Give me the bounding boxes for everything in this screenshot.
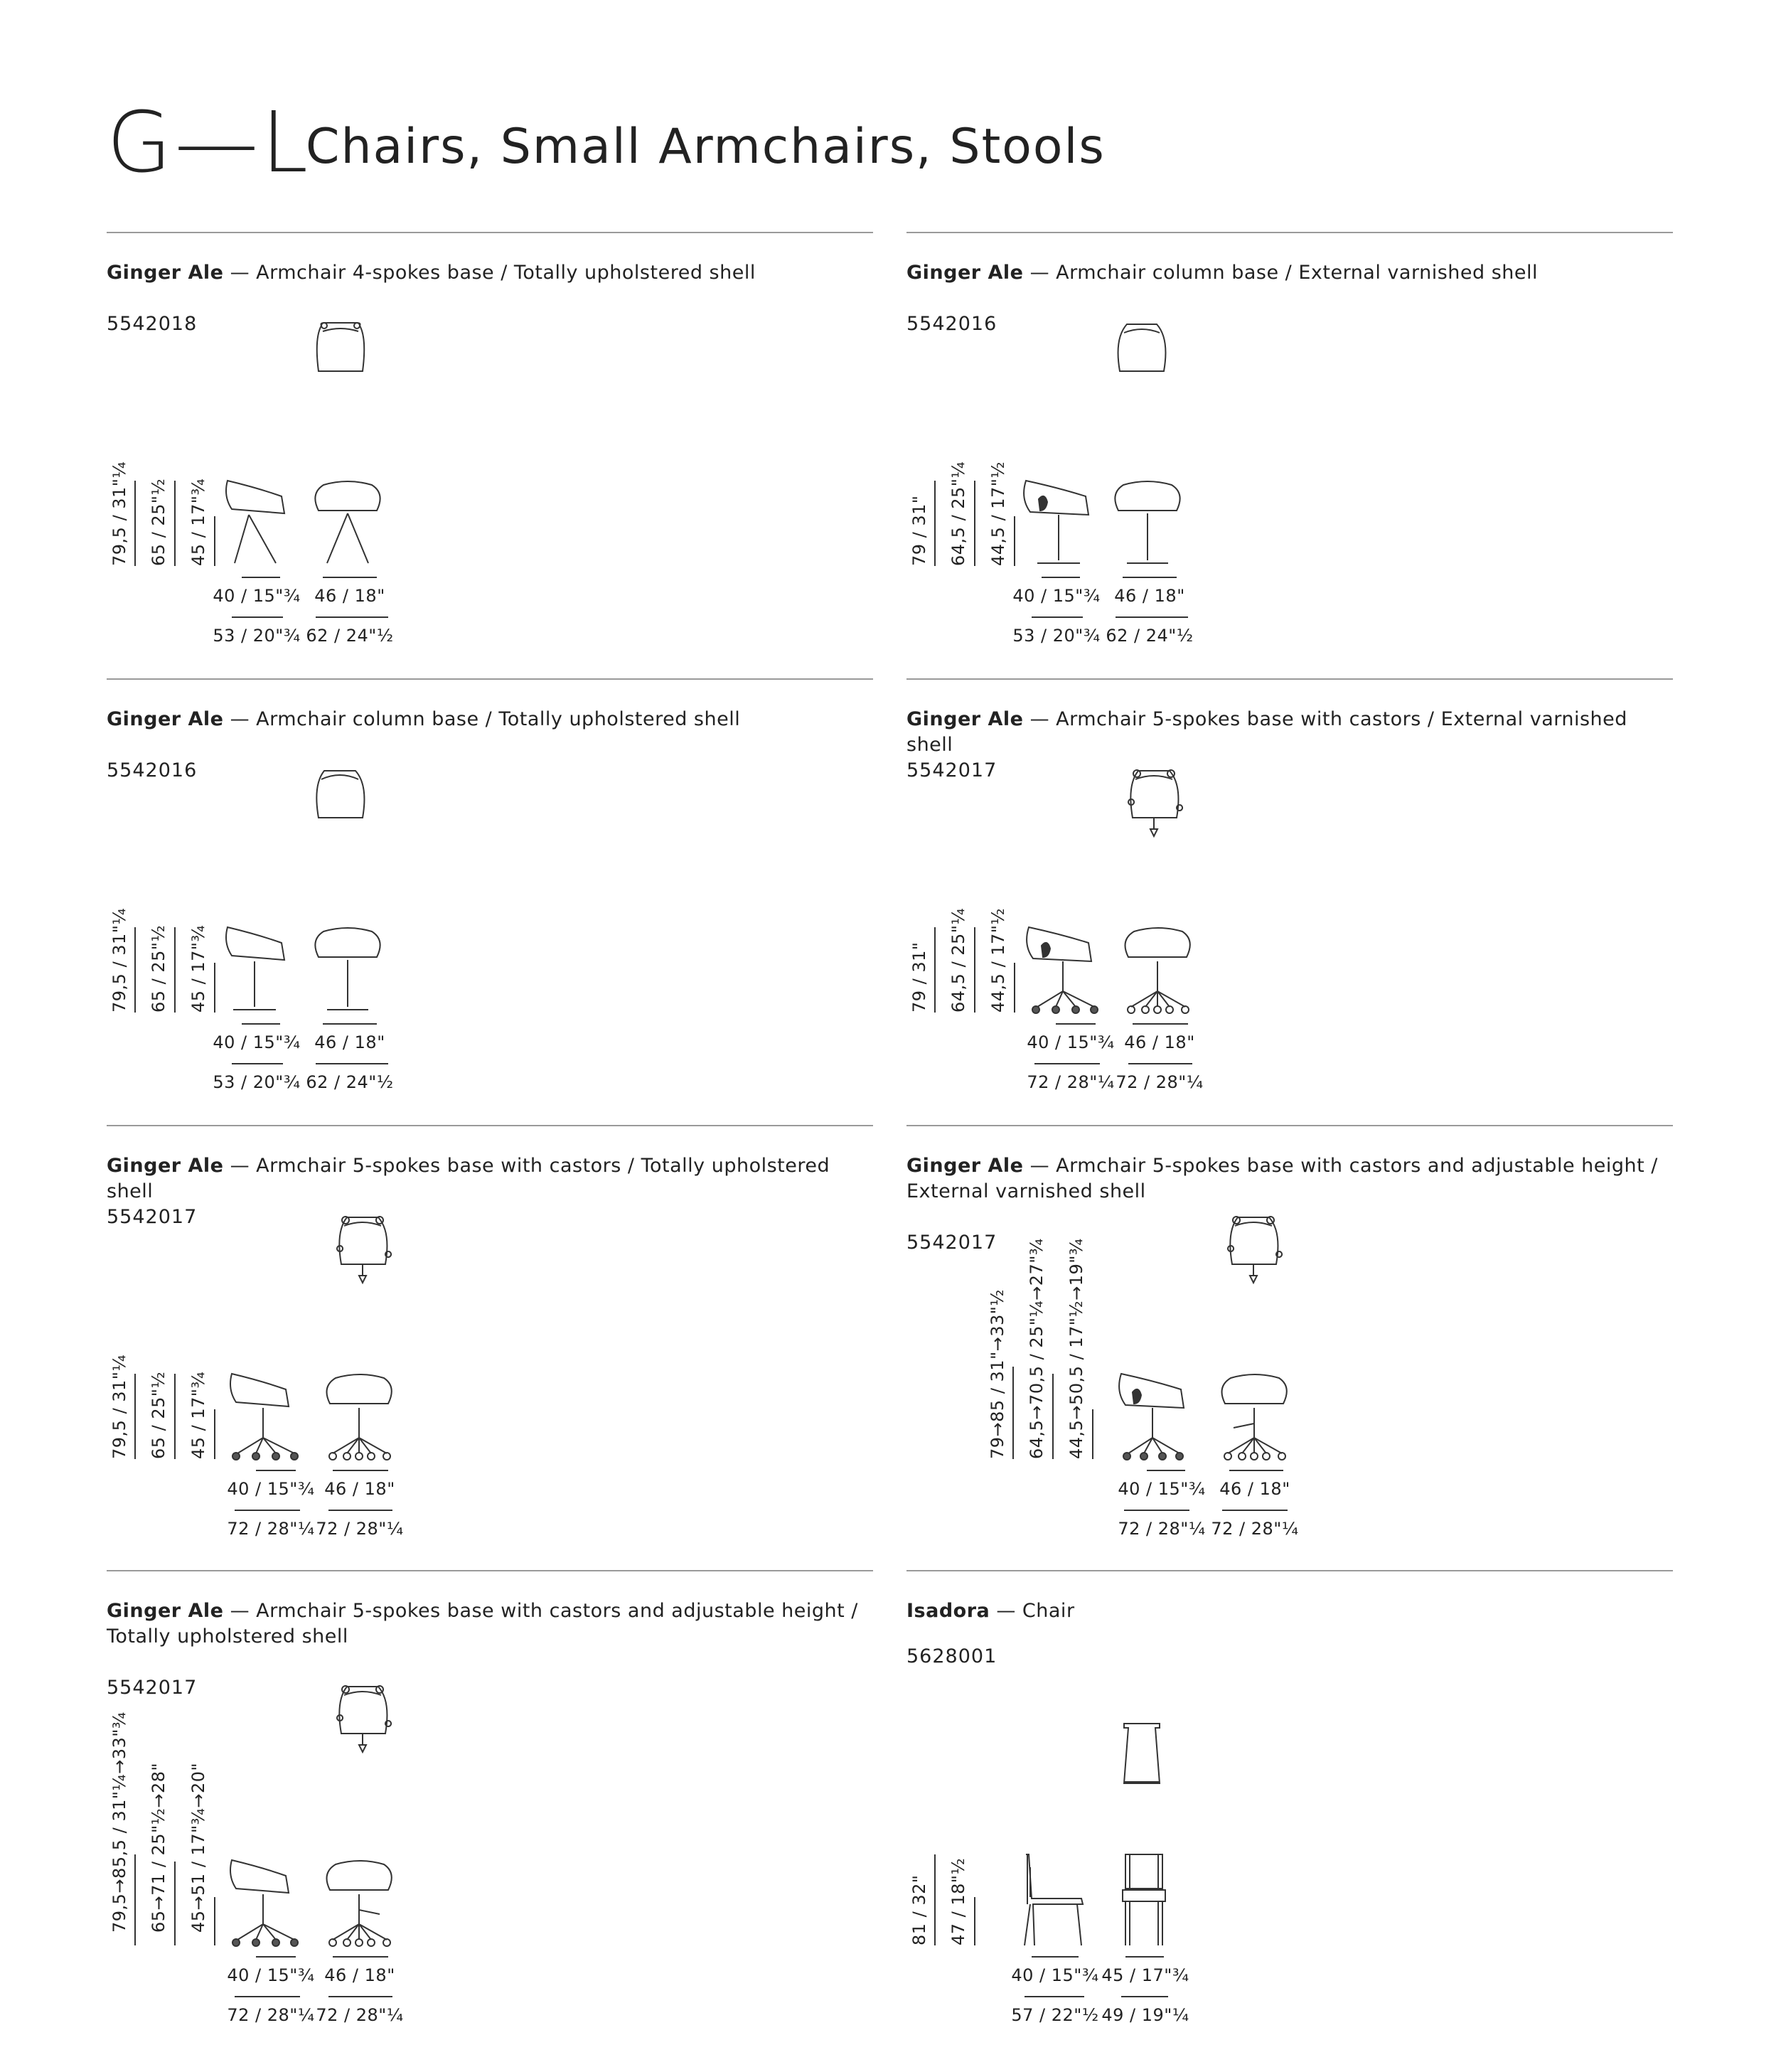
side-view-drawing [272,1453,279,1460]
side-view-drawing [1037,961,1094,1007]
seat-height-label: 47 / 18"½ [948,1857,968,1945]
front-view-drawing [333,1408,387,1453]
product-name: Ginger Ale [906,262,1024,284]
product-ginger-ale-castors-varnished [906,678,1673,1119]
side-view-drawing [226,481,284,513]
product-description: — Armchair column base / Totally upholstered shell [230,708,741,730]
front-view-drawing [1142,1006,1149,1013]
front-depth-label: 49 / 19"¼ [1101,2005,1189,2025]
side-view-drawing [233,961,276,1010]
side-view-drawing [1027,927,1091,961]
side-view-drawing [1133,1389,1141,1404]
front-view-drawing [1263,1453,1270,1460]
arm-height-label: 64,5→70,5 / 25"¼→27"¾ [1027,1238,1047,1459]
side-view-drawing [1123,1453,1130,1460]
side-width-label: 40 / 15"¾ [227,1965,315,1985]
product-code: 5542016 [906,313,997,335]
product-ginger-ale-4-spokes-upholstered [107,232,873,673]
front-view-drawing [343,1453,351,1460]
side-view-drawing [1128,1408,1179,1453]
side-width-label: 40 / 15"¾ [1118,1479,1206,1499]
front-view-drawing [327,1374,392,1404]
arm-height-label: 65→71 / 25"½→28" [149,1762,168,1933]
side-view-drawing [232,1453,240,1460]
product-description: — Armchair column base / External varnished shell [1029,262,1538,284]
front-width-label: 46 / 18" [1219,1479,1290,1499]
total-height-label: 79→85 / 31"→33"½ [988,1288,1007,1459]
front-view-drawing [1182,1006,1189,1013]
side-depth-label: 72 / 28"¼ [227,1519,315,1539]
side-width-label: 40 / 15"¾ [213,1032,301,1052]
front-view-drawing [1228,1408,1282,1453]
seat-height-label: 44,5→50,5 / 17"½→19"¾ [1066,1238,1086,1459]
total-height-label: 79 / 31" [909,941,929,1013]
product-ginger-ale-adjustable-upholstered [107,1570,873,2039]
arm-height-label: 64,5 / 25"¼ [948,461,968,566]
side-view-drawing [237,1894,294,1940]
side-width-label: 40 / 15"¾ [213,586,301,606]
product-description: — Armchair 4-spokes base / Totally upholstered shell [230,262,756,284]
product-name: Ginger Ale [906,708,1024,730]
front-width-label: 46 / 18" [1114,586,1185,606]
side-view-drawing [272,1939,279,1946]
seat-height-label: 45→51 / 17"¾→20" [188,1762,208,1933]
front-depth-label: 62 / 24"½ [1106,626,1194,646]
side-view-drawing [1039,496,1047,511]
side-view-drawing [1140,1453,1148,1460]
front-view-drawing [327,1861,392,1890]
front-width-label: 46 / 18" [1124,1032,1195,1052]
top-view-drawing [1228,1246,1282,1257]
side-view-drawing [230,1860,289,1893]
top-view-drawing [316,771,364,818]
top-view-drawing [354,323,360,329]
product-drawings [107,1125,873,1566]
top-view-drawing [1128,799,1182,811]
top-view-drawing [359,1264,366,1283]
front-view-drawing [315,481,380,511]
page-title: Chairs, Small Armchairs, Stools [306,119,1106,175]
total-height-label: 79,5 / 31"¼ [109,461,129,566]
side-width-label: 40 / 15"¾ [227,1479,315,1499]
front-view-drawing [1123,1854,1165,1945]
side-view-drawing [1119,1374,1184,1408]
seat-height-label: 45 / 17"¾ [188,478,208,566]
seat-height-label: 45 / 17"¾ [188,924,208,1013]
product-ginger-ale-column-upholstered [107,678,873,1119]
seat-height-label: 44,5 / 17"½ [988,461,1008,566]
total-height-label: 81 / 32" [909,1874,929,1945]
product-drawings [107,678,873,1119]
front-view-drawing [1115,481,1179,511]
front-view-drawing [368,1939,375,1946]
front-view-drawing [1128,1006,1135,1013]
top-view-drawing [359,1734,366,1752]
front-view-drawing [1224,1453,1231,1460]
top-view-drawing [321,323,327,329]
top-view-drawing [1150,818,1157,836]
total-height-label: 79 / 31" [909,495,929,566]
side-depth-label: 53 / 20"¾ [1012,626,1101,646]
product-code: 5542018 [107,313,198,335]
side-view-drawing [291,1453,298,1460]
side-view-drawing [226,927,284,960]
seat-height-label: 45 / 17"¾ [188,1371,208,1459]
section-letters: G—L [107,93,311,191]
product-code: 5628001 [906,1645,997,1667]
side-width-label: 40 / 15"¾ [1011,1965,1099,1985]
side-view-drawing [1042,943,1050,957]
front-view-drawing [333,1894,387,1940]
front-view-drawing [1125,928,1190,957]
top-view-drawing [1250,1264,1257,1283]
product-code: 5542017 [906,1232,997,1254]
front-view-drawing [1239,1453,1246,1460]
arm-height-label: 65 / 25"½ [149,924,168,1013]
side-view-drawing [1159,1453,1166,1460]
arm-height-label: 65 / 25"½ [149,1371,168,1459]
product-drawings [107,232,873,673]
front-view-drawing [315,928,380,957]
total-height-label: 79,5 / 31"¼ [109,907,129,1013]
front-view-drawing [1222,1374,1287,1404]
front-width-label: 46 / 18" [314,586,385,606]
top-view-drawing [1124,1724,1160,1783]
side-view-drawing [1024,481,1088,515]
product-name: Ginger Ale [107,1155,224,1177]
front-depth-label: 62 / 24"½ [306,1072,394,1092]
front-depth-label: 72 / 28"¼ [1116,1072,1204,1092]
top-view-drawing [337,1715,391,1726]
product-description: — Armchair 5-spokes base with castors and adjustable height / Totally upholstered shell [107,1600,858,1648]
product-name: Ginger Ale [107,708,224,730]
front-width-label: 46 / 18" [324,1965,395,1985]
front-view-drawing [1278,1453,1285,1460]
side-view-drawing [291,1939,298,1946]
front-view-drawing [327,960,368,1010]
front-depth-label: 72 / 28"¼ [316,1519,404,1539]
top-view-drawing [1118,324,1166,371]
front-view-drawing [383,1939,390,1946]
side-view-drawing [1032,1006,1039,1013]
side-view-drawing [1052,1006,1059,1013]
side-view-drawing [1091,1006,1098,1013]
top-view-drawing [337,1246,391,1257]
product-description: — Armchair 5-spokes base with castors / Totally upholstered shell [107,1155,830,1202]
side-view-drawing [1176,1453,1183,1460]
total-height-label: 79,5 / 31"¼ [109,1354,129,1459]
side-depth-label: 72 / 28"¼ [227,2005,315,2025]
side-width-label: 40 / 15"¾ [1027,1032,1115,1052]
side-view-drawing [1072,1006,1079,1013]
side-view-drawing [252,1453,260,1460]
product-isadora-chair [906,1570,1673,2039]
front-width-label: 46 / 18" [314,1032,385,1052]
side-width-label: 40 / 15"¾ [1012,586,1101,606]
front-depth-label: 72 / 28"¼ [316,2005,404,2025]
side-view-drawing [232,1939,240,1946]
side-depth-label: 72 / 28"¼ [1027,1072,1115,1092]
front-view-drawing [355,1939,363,1946]
front-view-drawing [1131,961,1185,1007]
front-view-drawing [1127,513,1168,563]
product-description: — Chair [996,1600,1075,1622]
top-view-drawing [317,323,365,371]
front-width-label: 46 / 18" [324,1479,395,1499]
side-view-drawing [1037,515,1080,563]
side-depth-label: 53 / 20"¾ [213,1072,301,1092]
product-name: Ginger Ale [107,262,224,284]
front-view-drawing [343,1939,351,1946]
side-view-drawing [252,1939,260,1946]
front-width-label: 45 / 17"¾ [1101,1965,1189,1985]
front-view-drawing [1166,1006,1173,1013]
product-name: Ginger Ale [107,1600,224,1622]
seat-height-label: 44,5 / 17"½ [988,907,1008,1013]
front-view-drawing [329,1453,336,1460]
front-view-drawing [1154,1006,1161,1013]
arm-height-label: 65 / 25"½ [149,478,168,566]
side-depth-label: 72 / 28"¼ [1118,1519,1206,1539]
side-depth-label: 53 / 20"¾ [213,626,301,646]
product-drawings [906,232,1673,673]
front-view-drawing [327,513,368,563]
product-code: 5542017 [906,759,997,781]
product-description: — Armchair 5-spokes base with castors / External varnished shell [906,708,1627,756]
side-view-drawing [1025,1854,1083,1945]
front-view-drawing [329,1939,336,1946]
product-ginger-ale-castors-upholstered [107,1125,873,1566]
side-view-drawing [235,515,276,563]
product-description: — Armchair 5-spokes base with castors and adjustable height / External varnished shell [906,1155,1658,1202]
product-drawings [906,678,1673,1119]
front-view-drawing [355,1453,363,1460]
front-view-drawing [368,1453,375,1460]
side-view-drawing [230,1374,289,1406]
product-code: 5542017 [107,1206,198,1228]
product-ginger-ale-adjustable-varnished [906,1125,1673,1566]
total-height-label: 79,5→85,5 / 31"¼→33"¾ [109,1711,129,1933]
product-drawings [906,1125,1673,1566]
product-name: Isadora [906,1600,990,1622]
front-view-drawing [383,1453,390,1460]
product-code: 5542017 [107,1677,198,1699]
product-code: 5542016 [107,759,198,781]
side-depth-label: 57 / 22"½ [1011,2005,1099,2025]
front-depth-label: 72 / 28"¼ [1211,1519,1299,1539]
side-view-drawing [237,1408,294,1453]
front-depth-label: 62 / 24"½ [306,626,394,646]
arm-height-label: 64,5 / 25"¼ [948,907,968,1013]
product-name: Ginger Ale [906,1155,1024,1177]
front-view-drawing [1251,1453,1258,1460]
product-ginger-ale-column-varnished [906,232,1673,673]
